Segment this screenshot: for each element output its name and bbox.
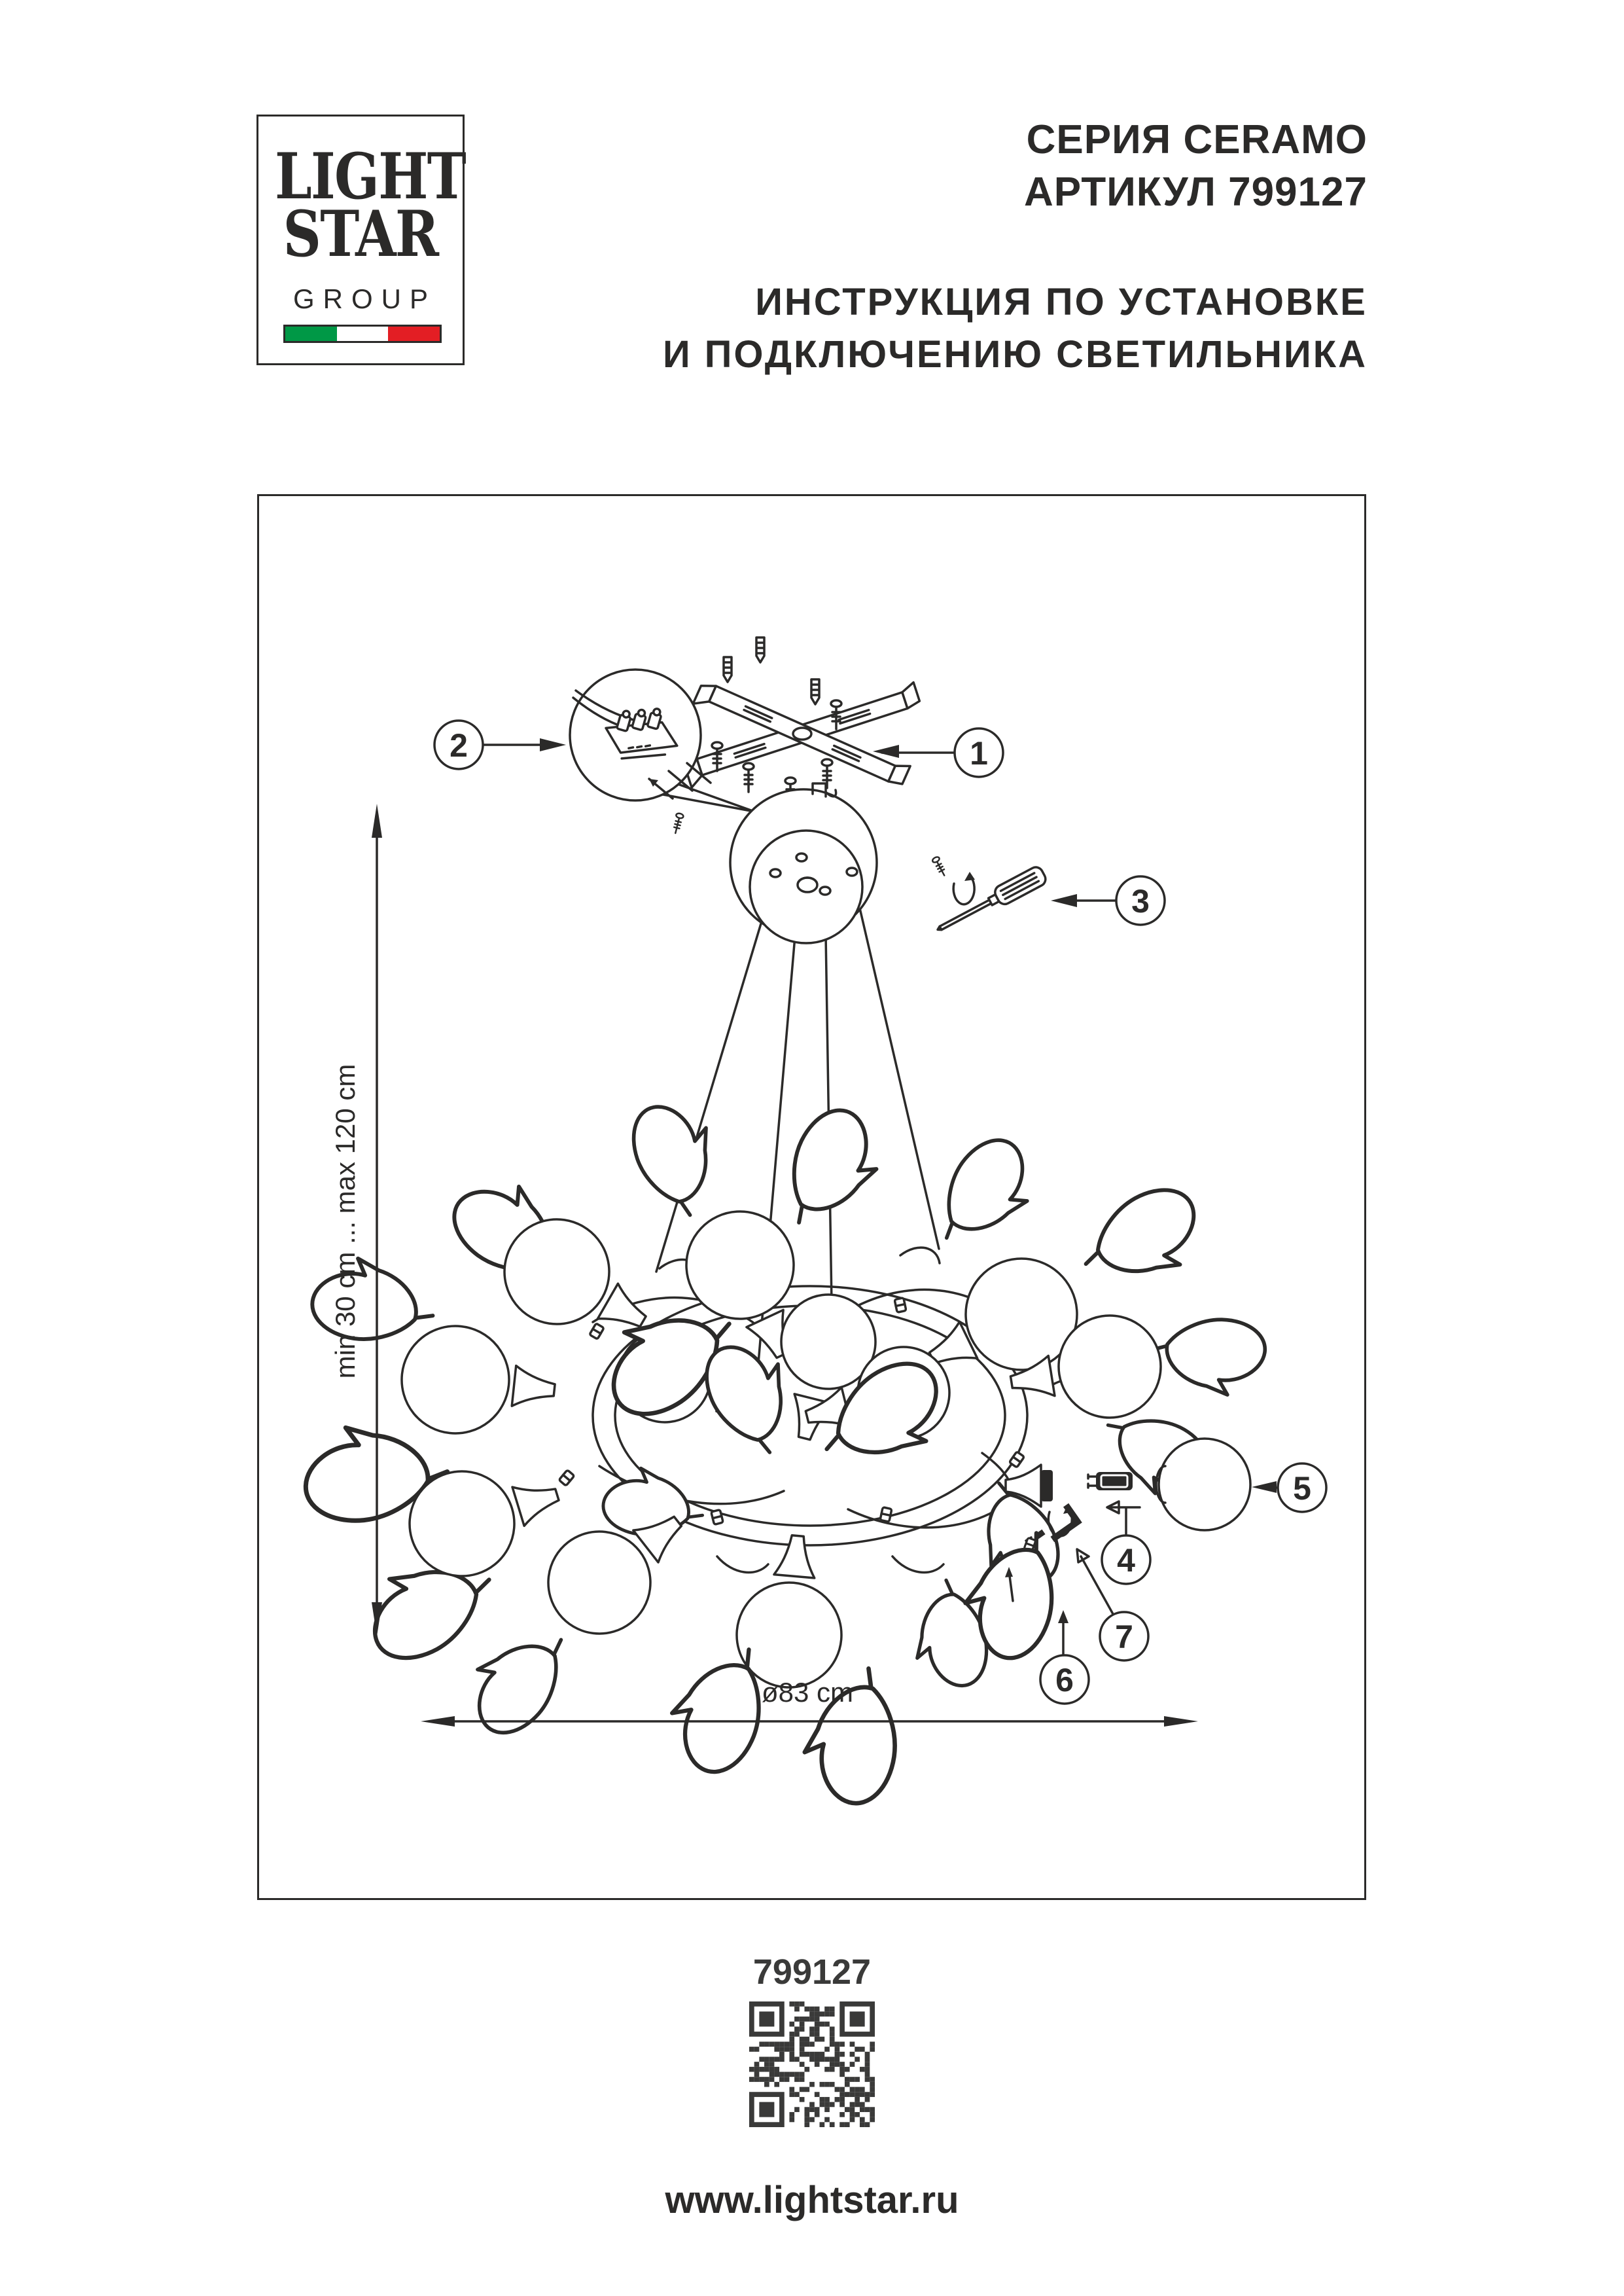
instruction-line-1: ИНСТРУКЦИЯ ПО УСТАНОВКЕ xyxy=(755,281,1368,323)
svg-text:3: 3 xyxy=(1131,883,1150,920)
instruction-line-2: И ПОДКЛЮЧЕНИЮ СВЕТИЛЬНИКА xyxy=(662,333,1368,376)
logo-word-star: STAR xyxy=(283,197,438,271)
footer-url: www.lightstar.ru xyxy=(665,2179,959,2221)
svg-text:5: 5 xyxy=(1293,1470,1311,1507)
g9-bulb xyxy=(1088,1472,1133,1490)
canopy xyxy=(730,783,877,943)
svg-text:7: 7 xyxy=(1115,1619,1133,1655)
logo-word-group: GROUP xyxy=(292,283,436,314)
svg-text:4: 4 xyxy=(1117,1542,1135,1579)
svg-text:6: 6 xyxy=(1055,1662,1074,1698)
qr-code-image xyxy=(749,2001,875,2127)
callout-4 xyxy=(1102,1501,1150,1584)
svg-text:2: 2 xyxy=(450,727,468,764)
installation-diagram xyxy=(257,494,1366,1900)
height-range-label: min 30 cm ... max 120 cm xyxy=(330,1064,361,1379)
series-title: СЕРИЯ CERAMO xyxy=(1026,117,1368,162)
screwdriver xyxy=(932,856,1048,939)
lamp-globes xyxy=(397,1194,1168,1692)
italian-flag-icon xyxy=(283,325,442,343)
article-number: АРТИКУЛ 799127 xyxy=(1024,170,1368,215)
callout-5 xyxy=(1252,1463,1326,1512)
mounting-bracket xyxy=(682,637,923,806)
footer-article-number: 799127 xyxy=(752,1952,872,1992)
logo-word-light: LIGHT xyxy=(274,139,466,213)
svg-text:1: 1 xyxy=(970,735,988,772)
lightstar-logo xyxy=(256,115,465,365)
callout-2 xyxy=(434,721,566,769)
flag-green-stripe xyxy=(285,327,337,341)
diameter-label: ø83 cm xyxy=(761,1677,854,1708)
qr-code xyxy=(749,2001,875,2127)
glass-shade xyxy=(1156,1439,1250,1530)
diagram-drawing xyxy=(259,496,1364,1898)
callout-3 xyxy=(1051,876,1165,925)
flag-white-stripe xyxy=(337,327,389,341)
flag-red-stripe xyxy=(388,327,440,341)
